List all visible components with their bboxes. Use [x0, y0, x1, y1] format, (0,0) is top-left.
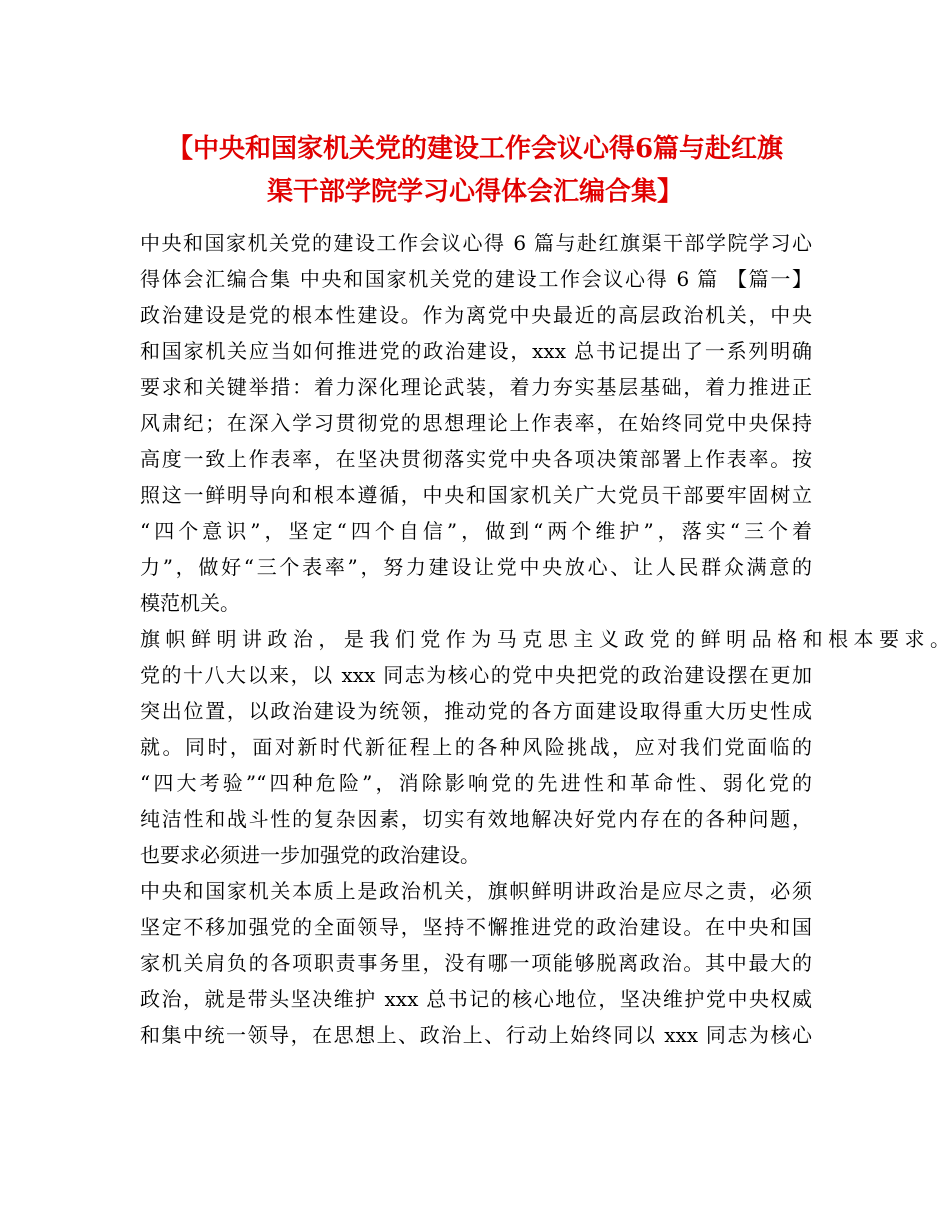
body-line: “四大考验”“四种危险”，消除影响党的先进性和革命性、弱化党的 [140, 771, 812, 795]
body-line: 旗帜鲜明讲政治，是我们党作为马克思主义政党的鲜明品格和根本要求。 [140, 627, 950, 651]
body-line: 风肃纪；在深入学习贯彻党的思想理论上作表率，在始终同党中央保持 [140, 411, 812, 435]
body-line: 党的十八大以来，以 xxx 同志为核心的党中央把党的政治建设摆在更加 [140, 663, 812, 687]
body-line: 纯洁性和战斗性的复杂因素，切实有效地解决好党内存在的各种问题， [140, 807, 812, 831]
body-line: 高度一致上作表率，在坚决贯彻落实党中央各项决策部署上作表率。按 [140, 447, 812, 471]
body-line: 力”，做好“三个表率”，努力建设让党中央放心、让人民群众满意的 [140, 555, 812, 579]
body-line: 和集中统一领导，在思想上、政治上、行动上始终同以 xxx 同志为核心 [140, 1023, 812, 1047]
body-line: 政治，就是带头坚决维护 xxx 总书记的核心地位，坚决维护党中央权威 [140, 987, 812, 1011]
body-line: 要求和关键举措：着力深化理论武装，着力夯实基层基础，着力推进正 [140, 375, 812, 399]
body-line: 坚定不移加强党的全面领导，坚持不懈推进党的政治建设。在中央和国 [140, 915, 812, 939]
body-line: 得体会汇编合集 中央和国家机关党的建设工作会议心得 6 篇 【篇一】 [140, 267, 812, 291]
body-line: 模范机关。 [140, 591, 240, 615]
body-line: 政治建设是党的根本性建设。作为离党中央最近的高层政治机关，中央 [140, 303, 812, 327]
title-line: 【中央和国家机关党的建设工作会议心得6篇与赴红旗 [166, 134, 784, 164]
body-line: “四个意识”，坚定“四个自信”，做到“两个维护”，落实“三个着 [140, 519, 812, 543]
body-line: 家机关肩负的各项职责事务里，没有哪一项能够脱离政治。其中最大的 [140, 951, 812, 975]
body-line: 和国家机关应当如何推进党的政治建设，xxx 总书记提出了一系列明确 [140, 339, 812, 363]
body-line: 突出位置，以政治建设为统领，推动党的各方面建设取得重大历史性成 [140, 699, 812, 723]
document-title [100, 128, 850, 214]
body-line: 也要求必须进一步加强党的政治建设。 [140, 843, 480, 867]
body-line: 中央和国家机关党的建设工作会议心得 6 篇与赴红旗渠干部学院学习心 [140, 231, 812, 255]
body-line: 中央和国家机关本质上是政治机关，旗帜鲜明讲政治是应尽之责，必须 [140, 879, 812, 903]
title-line: 渠干部学院学习心得体会汇编合集】 [266, 177, 683, 207]
document-body [140, 225, 950, 1053]
body-line: 就。同时，面对新时代新征程上的各种风险挑战，应对我们党面临的 [140, 735, 812, 759]
body-line: 照这一鲜明导向和根本遵循，中央和国家机关广大党员干部要牢固树立 [140, 483, 812, 507]
